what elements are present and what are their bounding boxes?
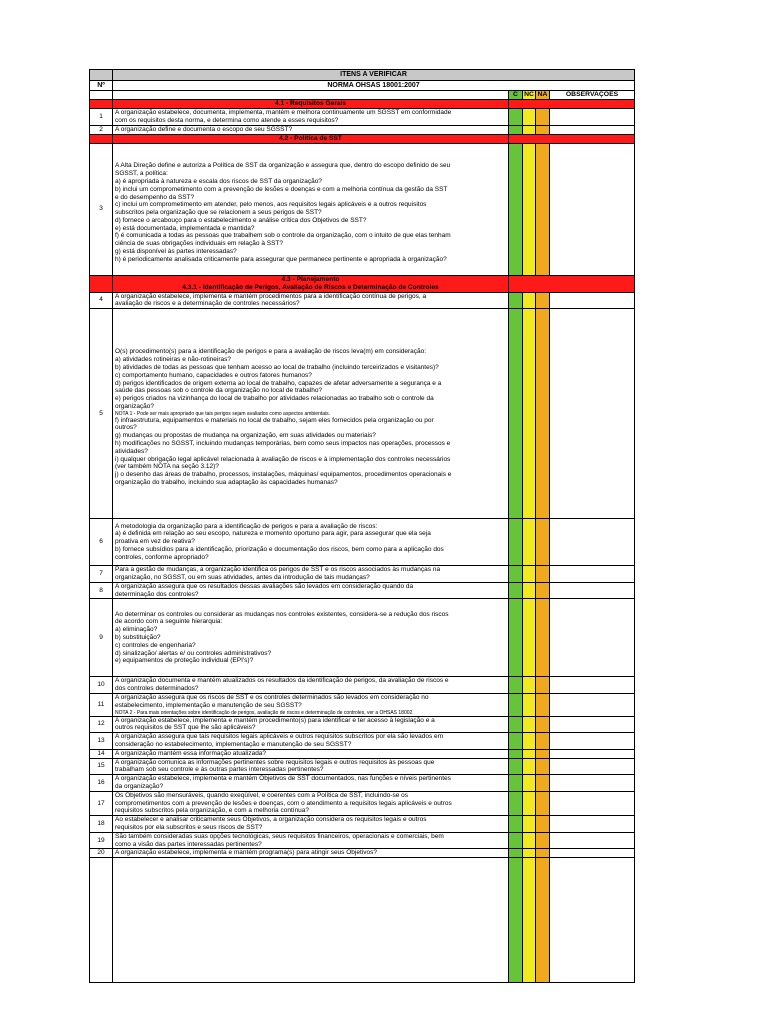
requirement-text bbox=[113, 309, 509, 519]
nao-conforme-cell[interactable] bbox=[523, 816, 536, 833]
observacoes-cell[interactable] bbox=[550, 775, 635, 792]
observacoes-cell[interactable] bbox=[550, 716, 635, 733]
item-number: 20 bbox=[90, 849, 113, 858]
conforme-cell[interactable] bbox=[509, 677, 523, 694]
nao-aplicavel-cell[interactable] bbox=[536, 599, 550, 677]
item-number: 17 bbox=[90, 791, 113, 815]
nao-aplicavel-cell[interactable] bbox=[536, 858, 550, 983]
item-number: 14 bbox=[90, 749, 113, 758]
item-number: 10 bbox=[90, 677, 113, 694]
nao-aplicavel-cell[interactable] bbox=[536, 849, 550, 858]
conforme-cell[interactable] bbox=[509, 733, 523, 750]
conforme-cell[interactable] bbox=[509, 566, 523, 583]
requirement-text bbox=[113, 858, 509, 983]
item-number: 8 bbox=[90, 582, 113, 599]
observacoes-cell[interactable] bbox=[550, 125, 635, 134]
item-number: 11 bbox=[90, 693, 113, 716]
nao-conforme-cell[interactable] bbox=[523, 109, 536, 126]
requirement-text: A organização estabelece, implementa e mantém programa(s) para atingir seus Objetivos? bbox=[113, 849, 509, 858]
sheet-title: ITENS A VERIFICAR bbox=[113, 70, 635, 81]
requirement-text: A organização estabelece, implementa e mantém procedimento(s) para identificar e ter acesso à legislação e a outros requisitos de SST que lhe são aplicáveis? bbox=[113, 716, 509, 733]
section-title-line: 4.1 - Requisitos Gerais bbox=[274, 100, 347, 107]
observacoes-cell[interactable] bbox=[550, 519, 635, 566]
conforme-cell[interactable] bbox=[509, 519, 523, 566]
nao-conforme-cell[interactable] bbox=[523, 582, 536, 599]
nao-aplicavel-cell[interactable] bbox=[536, 109, 550, 126]
observacoes-cell[interactable] bbox=[550, 849, 635, 858]
item-number: 5 bbox=[90, 309, 113, 519]
nao-conforme-cell[interactable] bbox=[523, 309, 536, 519]
observacoes-cell[interactable] bbox=[550, 582, 635, 599]
observacoes-cell[interactable] bbox=[550, 143, 635, 275]
checklist-row bbox=[90, 749, 635, 758]
nao-aplicavel-cell[interactable] bbox=[536, 125, 550, 134]
item-number: 3 bbox=[90, 143, 113, 275]
nao-conforme-cell[interactable] bbox=[523, 125, 536, 134]
conforme-cell[interactable] bbox=[509, 292, 523, 309]
nao-aplicavel-cell[interactable] bbox=[536, 519, 550, 566]
requirement-text: A organização assegura que tais requisitos legais aplicáveis e outros requisitos subscritos por ela são levados em consideração no estabelecimento, implementação e manutenção de seu SGSST? bbox=[113, 733, 509, 750]
checklist-row bbox=[90, 582, 635, 599]
nao-aplicavel-cell[interactable] bbox=[536, 758, 550, 775]
observacoes-cell[interactable] bbox=[550, 758, 635, 775]
blank-row bbox=[90, 858, 635, 983]
conforme-cell[interactable] bbox=[509, 693, 523, 716]
observacoes-cell[interactable] bbox=[550, 566, 635, 583]
item-number: 15 bbox=[90, 758, 113, 775]
checklist-row bbox=[90, 716, 635, 733]
requirement-text: A organização comunica as informações pertinentes sobre requisitos legais e outros requisitos às pessoas que trabalham sob seu controle e às outras partes interessadas pertinentes? bbox=[113, 758, 509, 775]
observacoes-cell[interactable] bbox=[550, 693, 635, 716]
requirement-text: A organização estabelece, implementa e mantém Objetivos de SST documentados, nas funções e níveis pertinentes da organização? bbox=[113, 775, 509, 792]
conforme-cell[interactable] bbox=[509, 816, 523, 833]
item-number: 18 bbox=[90, 816, 113, 833]
requirement-text: A organização mantém essa informação atualizada? bbox=[113, 749, 509, 758]
nao-conforme-cell[interactable] bbox=[523, 716, 536, 733]
nao-conforme-cell[interactable] bbox=[523, 775, 536, 792]
observacoes-cell[interactable] bbox=[550, 109, 635, 126]
nao-conforme-cell[interactable] bbox=[523, 599, 536, 677]
nao-aplicavel-cell[interactable] bbox=[536, 693, 550, 716]
section-title bbox=[113, 134, 509, 143]
nao-aplicavel-cell[interactable] bbox=[536, 791, 550, 815]
requirement-text bbox=[113, 693, 509, 716]
requirement-text: A organização estabelece, documenta, implementa, mantém e melhora continuamente um SGSST em conformidade com os requisitos desta norma, e determina como atende a esses requisitos? bbox=[113, 109, 509, 126]
nao-conforme-cell[interactable] bbox=[523, 566, 536, 583]
checklist-table bbox=[89, 69, 635, 983]
checklist-row bbox=[90, 143, 635, 275]
requirement-text: Ao determinar os controles ou considerar as mudanças nos controles existentes, considera-se a redução dos riscos de acordo com a seguinte hierarquia: a) eliminação? b) substituição? c) controles de engenharia? d) sinalização/ alertas e/ ou controles administrativos? e) equipamentos de proteção individual (EPI's)? bbox=[113, 599, 509, 677]
nao-conforme-cell[interactable] bbox=[523, 758, 536, 775]
section-title-line: 4.2 - Política de SST bbox=[279, 134, 342, 142]
nao-conforme-cell[interactable] bbox=[523, 519, 536, 566]
requirement-text: Para a gestão de mudanças, a organização identifica os perigos de SST e os riscos associados às mudanças na organização, no SGSST, ou em suas atividades, antes da introdução de tais mudanças? bbox=[113, 566, 509, 583]
conforme-cell[interactable] bbox=[509, 143, 523, 275]
item-number: 1 bbox=[90, 109, 113, 126]
title-row bbox=[90, 70, 635, 81]
item-number: 19 bbox=[90, 832, 113, 849]
nao-aplicavel-cell[interactable] bbox=[536, 749, 550, 758]
conforme-cell[interactable] bbox=[509, 832, 523, 849]
nao-aplicavel-cell[interactable] bbox=[536, 832, 550, 849]
nao-conforme-cell[interactable] bbox=[523, 143, 536, 275]
conforme-cell[interactable] bbox=[509, 309, 523, 519]
conforme-cell[interactable] bbox=[509, 775, 523, 792]
nao-aplicavel-cell[interactable] bbox=[536, 716, 550, 733]
checklist-row bbox=[90, 775, 635, 792]
item-number: 16 bbox=[90, 775, 113, 792]
requirement-text: São também consideradas suas opções tecnológicas, seus requisitos financeiros, operacionais e comerciais, bem como a visão das partes interessadas pertinentes? bbox=[113, 832, 509, 849]
conforme-cell[interactable] bbox=[509, 125, 523, 134]
item-number: 4 bbox=[90, 292, 113, 309]
conforme-cell[interactable] bbox=[509, 791, 523, 815]
nao-aplicavel-cell[interactable] bbox=[536, 566, 550, 583]
checklist-row bbox=[90, 816, 635, 833]
conforme-cell[interactable] bbox=[509, 858, 523, 983]
checklist-row bbox=[90, 292, 635, 309]
checklist-row bbox=[90, 125, 635, 134]
observacoes-cell[interactable] bbox=[550, 791, 635, 815]
requirement-note: NOTA 2 - Para mais orientações sobre identificação de perigos, avaliação de riscos e determinação de controles, ver a OHSAS 18002. bbox=[115, 709, 414, 716]
column-header-c: C bbox=[509, 91, 523, 100]
title-left-blank bbox=[90, 70, 113, 81]
requirement-text: A Alta Direção define e autoriza a Política de SST da organização e assegura que, dentro do escopo definido de seu SGSST, a política: a) é apropriada à natureza e escala dos riscos de SST da organização? b) inclui um comprometimento com a prevenção de lesões e doenças e com a melhoria contínua da gestão da SST e do desempenho da SST? c) inclui um comprometimento em atender, pelo menos, aos requisitos legais aplicáveis e a outros requisitos subscritos pela organização que se relacionem a seus perigos de SST? d) fornece o arcabouço para o estabelecimento e análise crítica dos Objetivos de SST? e) está documentada, implementada e mantida? f) é comunicada a todas as pessoas que trabalhem sob o controle da organização, com o intuito de que elas tenham ciência de suas obrigações individuais em relação à SST? g) está disponível às partes interessadas? h) é periodicamente analisada criticamente para assegurar que permanece pertinente e apropriada à organização? bbox=[113, 143, 509, 275]
conforme-cell[interactable] bbox=[509, 109, 523, 126]
nao-conforme-cell[interactable] bbox=[523, 832, 536, 849]
conforme-cell[interactable] bbox=[509, 599, 523, 677]
section-header-row bbox=[90, 134, 635, 143]
item-number: 2 bbox=[90, 125, 113, 134]
checklist-row bbox=[90, 849, 635, 858]
nao-conforme-cell[interactable] bbox=[523, 292, 536, 309]
item-number: 12 bbox=[90, 716, 113, 733]
section-title bbox=[113, 275, 509, 292]
item-number: 13 bbox=[90, 733, 113, 750]
column-header-nc: NC bbox=[524, 91, 534, 99]
requirement-text: Ao estabelecer e analisar criticamente seus Objetivos, a organização considera os requisitos legais e outros requisitos por ela subscritos e seus riscos de SST? bbox=[113, 816, 509, 833]
section-title bbox=[113, 100, 509, 109]
checklist-row bbox=[90, 599, 635, 677]
observacoes-cell[interactable] bbox=[550, 292, 635, 309]
requirement-text: A metodologia da organização para a identificação de perigos e para a avaliação de riscos: a) é definida em relação ao seu escopo, natureza e momento oportuno para agir, para assegurar que ela seja proativa em vez de reativa? b) fornece subsídios para a identificação, priorização e documentação dos riscos, bem como para a aplicação dos controles, conforme apropriado? bbox=[113, 519, 509, 566]
column-header-row bbox=[90, 91, 635, 100]
norma-title: NORMA OHSAS 18001:2007 bbox=[113, 81, 635, 91]
conforme-cell[interactable] bbox=[509, 758, 523, 775]
nao-aplicavel-cell[interactable] bbox=[536, 733, 550, 750]
checklist-row bbox=[90, 109, 635, 126]
section-title-line: 4.3.1 - Identificação de Perigos, Avaliação de Riscos e Determinação de Controles bbox=[182, 283, 439, 291]
nao-conforme-cell[interactable] bbox=[523, 749, 536, 758]
requirement-text-continued: f) infraestrutura, equipamentos e materiais no local de trabalho, sejam eles fornecidos pela organização ou por outros? g) mudanças ou propostas de mudança na organização, em suas atividades ou materiais? h) modificações no SGSST, incluindo mudanças temporárias, bem como seus impactos nas operações, processos e atividades? i) qualquer obrigação legal aplicável relacionada à avaliação de riscos e à implementação dos controles necessários (ver também NOTA na seção 3.12)? j) o desenho das áreas de trabalho, processos, instalações, máquinas/ equipamentos, procedimentos operacionais e organização do trabalho, incluindo sua adaptação às capacidades humanas? bbox=[115, 416, 452, 487]
item-number: 7 bbox=[90, 566, 113, 583]
observacoes-cell[interactable] bbox=[550, 816, 635, 833]
checklist-row bbox=[90, 832, 635, 849]
observacoes-cell[interactable] bbox=[550, 733, 635, 750]
requirement-text: A organização estabelece, implementa e mantém procedimentos para a identificação contínua de perigos, a avaliação de riscos e a determinação de controles necessários? bbox=[113, 292, 509, 309]
nao-aplicavel-cell[interactable] bbox=[536, 309, 550, 519]
observacoes-cell[interactable] bbox=[550, 832, 635, 849]
observacoes-cell[interactable] bbox=[550, 309, 635, 519]
checklist-row bbox=[90, 677, 635, 694]
conforme-cell[interactable] bbox=[509, 716, 523, 733]
conforme-cell[interactable] bbox=[509, 749, 523, 758]
checklist-row bbox=[90, 309, 635, 519]
requirement-text: A organização documenta e mantém atualizados os resultados da identificação de perigos, da avaliação de riscos e dos controles determinados? bbox=[113, 677, 509, 694]
nao-conforme-cell[interactable] bbox=[523, 858, 536, 983]
column-header-na: NA bbox=[536, 91, 550, 100]
item-number: 9 bbox=[90, 599, 113, 677]
section-header-row bbox=[90, 100, 635, 109]
checklist-row bbox=[90, 758, 635, 775]
checklist-row bbox=[90, 791, 635, 815]
checklist-row bbox=[90, 693, 635, 716]
nao-conforme-cell[interactable] bbox=[523, 693, 536, 716]
norma-row bbox=[90, 81, 635, 91]
checklist-row bbox=[90, 566, 635, 583]
nao-aplicavel-cell[interactable] bbox=[536, 143, 550, 275]
nao-aplicavel-cell[interactable] bbox=[536, 582, 550, 599]
conforme-cell[interactable] bbox=[509, 849, 523, 858]
section-title-line: 4.3 - Planejamento bbox=[281, 275, 340, 283]
section-header-row bbox=[90, 275, 635, 292]
item-number bbox=[90, 858, 113, 983]
nao-aplicavel-cell[interactable] bbox=[536, 816, 550, 833]
num-column-header: Nº bbox=[90, 81, 113, 91]
nao-conforme-cell[interactable] bbox=[523, 791, 536, 815]
nao-conforme-cell[interactable] bbox=[523, 677, 536, 694]
checklist-row bbox=[90, 733, 635, 750]
checklist-sheet bbox=[89, 69, 634, 983]
nao-aplicavel-cell[interactable] bbox=[536, 775, 550, 792]
requirement-note: NOTA 1 - Pode ser mais apropriado que tais perigos sejam avaliados como aspectos ambientais. bbox=[115, 410, 331, 417]
observacoes-cell[interactable] bbox=[550, 599, 635, 677]
observacoes-cell[interactable] bbox=[550, 858, 635, 983]
nao-aplicavel-cell[interactable] bbox=[536, 292, 550, 309]
checklist-row bbox=[90, 519, 635, 566]
requirement-text-main: A organização assegura que os riscos de SST e os controles determinados são levados em consideração no estabelecimento, implementação e manutenção de seu SGSST? bbox=[115, 693, 429, 709]
nao-conforme-cell[interactable] bbox=[523, 733, 536, 750]
requirement-text: A organização define e documenta o escopo de seu SGSST? bbox=[113, 125, 509, 134]
requirement-text: Os Objetivos são mensuráveis, quando exeqüível, e coerentes com a Política de SST, incluindo-se os comprometimentos com a prevenção de lesões e doenças, com o atendimento a requisitos legais aplicáveis e outros requisitos subscritos pela organização, e com a melhoria contínua? bbox=[113, 791, 509, 815]
item-number: 6 bbox=[90, 519, 113, 566]
column-header-observacoes: OBSERVAÇOES bbox=[550, 91, 635, 100]
requirement-text-main: O(s) procedimento(s) para a identificação de perigos e para a avaliação de riscos leva(m) em consideração: a) atividades rotineiras e não-rotineiras? b) atividades de todas as pessoas que tenham acesso ao local de trabalho (incluindo terceirizados e visitantes)? c) comportamento humano, capacidades e outros fatores humanos? d) perigos identificados de origem externa ao local de trabalho, capazes de afetar adversamente a segurança e a saúde das pessoas sob o controle da organização no local de trabalho? e) perigos criados na vizinhança do local de trabalho por atividades relacionadas ao trabalho sob o controle da organização? bbox=[115, 348, 442, 410]
nao-conforme-cell[interactable] bbox=[523, 849, 536, 858]
observacoes-cell[interactable] bbox=[550, 749, 635, 758]
conforme-cell[interactable] bbox=[509, 582, 523, 599]
observacoes-cell[interactable] bbox=[550, 677, 635, 694]
requirement-text: A organização assegura que os resultados dessas avaliações são levados em consideração quando da determinação dos controles? bbox=[113, 582, 509, 599]
nao-aplicavel-cell[interactable] bbox=[536, 677, 550, 694]
